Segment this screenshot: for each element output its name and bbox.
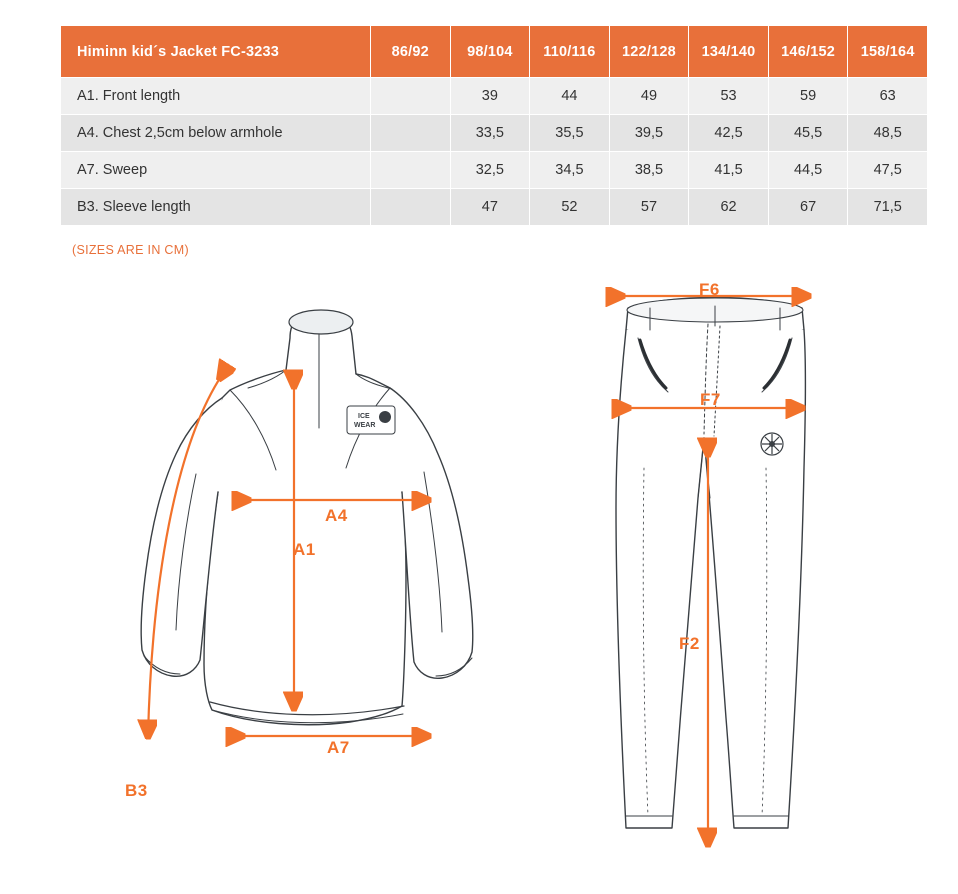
cell-a7-3: 38,5 [609,152,689,189]
cell-a4-6: 48,5 [848,115,928,152]
measure-label-b3: B3. Sleeve length [61,189,371,226]
cell-b3-4: 62 [689,189,769,226]
size-column-header-1: 98/104 [450,26,530,78]
dimension-label-f6: F6 [699,280,720,299]
dimension-label-f7: F7 [700,390,721,409]
table-row [61,152,928,189]
brand-badge-icon [347,406,395,434]
size-column-header-6: 158/164 [848,26,928,78]
cell-a1-1: 39 [450,78,530,115]
table-row [61,115,928,152]
cell-b3-0 [371,189,451,226]
size-table [60,25,928,226]
cell-a1-6: 63 [848,78,928,115]
cell-a1-3: 49 [609,78,689,115]
cell-a4-3: 39,5 [609,115,689,152]
units-note: (SIZES ARE IN CM) [72,243,189,257]
size-column-header-3: 122/128 [609,26,689,78]
cell-a4-2: 35,5 [530,115,610,152]
dimension-label-b3: B3 [125,781,148,800]
size-column-header-4: 134/140 [689,26,769,78]
cell-a7-6: 47,5 [848,152,928,189]
pants-illustration [580,268,880,868]
cell-a1-4: 53 [689,78,769,115]
svg-text:WEAR: WEAR [354,422,376,429]
measure-label-a1: A1. Front length [61,78,371,115]
table-header-row [61,26,928,78]
cell-a1-0 [371,78,451,115]
cell-a4-1: 33,5 [450,115,530,152]
cell-a7-2: 34,5 [530,152,610,189]
svg-text:ICE: ICE [358,413,370,420]
dimension-label-a7: A7 [327,738,350,757]
jacket-illustration [100,278,520,778]
measure-label-a4: A4. Chest 2,5cm below armhole [61,115,371,152]
snowflake-icon [761,433,783,455]
cell-b3-6: 71,5 [848,189,928,226]
cell-b3-3: 57 [609,189,689,226]
table-row [61,78,928,115]
cell-a1-5: 59 [768,78,848,115]
cell-b3-2: 52 [530,189,610,226]
cell-b3-5: 67 [768,189,848,226]
cell-a4-5: 45,5 [768,115,848,152]
dimension-label-f2: F2 [679,634,700,653]
table-row [61,189,928,226]
cell-a7-0 [371,152,451,189]
cell-a7-1: 32,5 [450,152,530,189]
size-column-header-5: 146/152 [768,26,848,78]
dimension-label-a4: A4 [325,506,348,525]
dimension-label-a1: A1 [293,540,316,559]
size-table-body [61,78,928,226]
size-column-header-0: 86/92 [371,26,451,78]
cell-a4-4: 42,5 [689,115,769,152]
size-column-header-2: 110/116 [530,26,610,78]
cell-a7-5: 44,5 [768,152,848,189]
size-table-header [61,26,928,78]
cell-a7-4: 41,5 [689,152,769,189]
product-title-cell: Himinn kid´s Jacket FC-3233 [61,26,371,78]
cell-b3-1: 47 [450,189,530,226]
measure-label-a7: A7. Sweep [61,152,371,189]
cell-a4-0 [371,115,451,152]
illustrations-area [0,268,958,894]
cell-a1-2: 44 [530,78,610,115]
